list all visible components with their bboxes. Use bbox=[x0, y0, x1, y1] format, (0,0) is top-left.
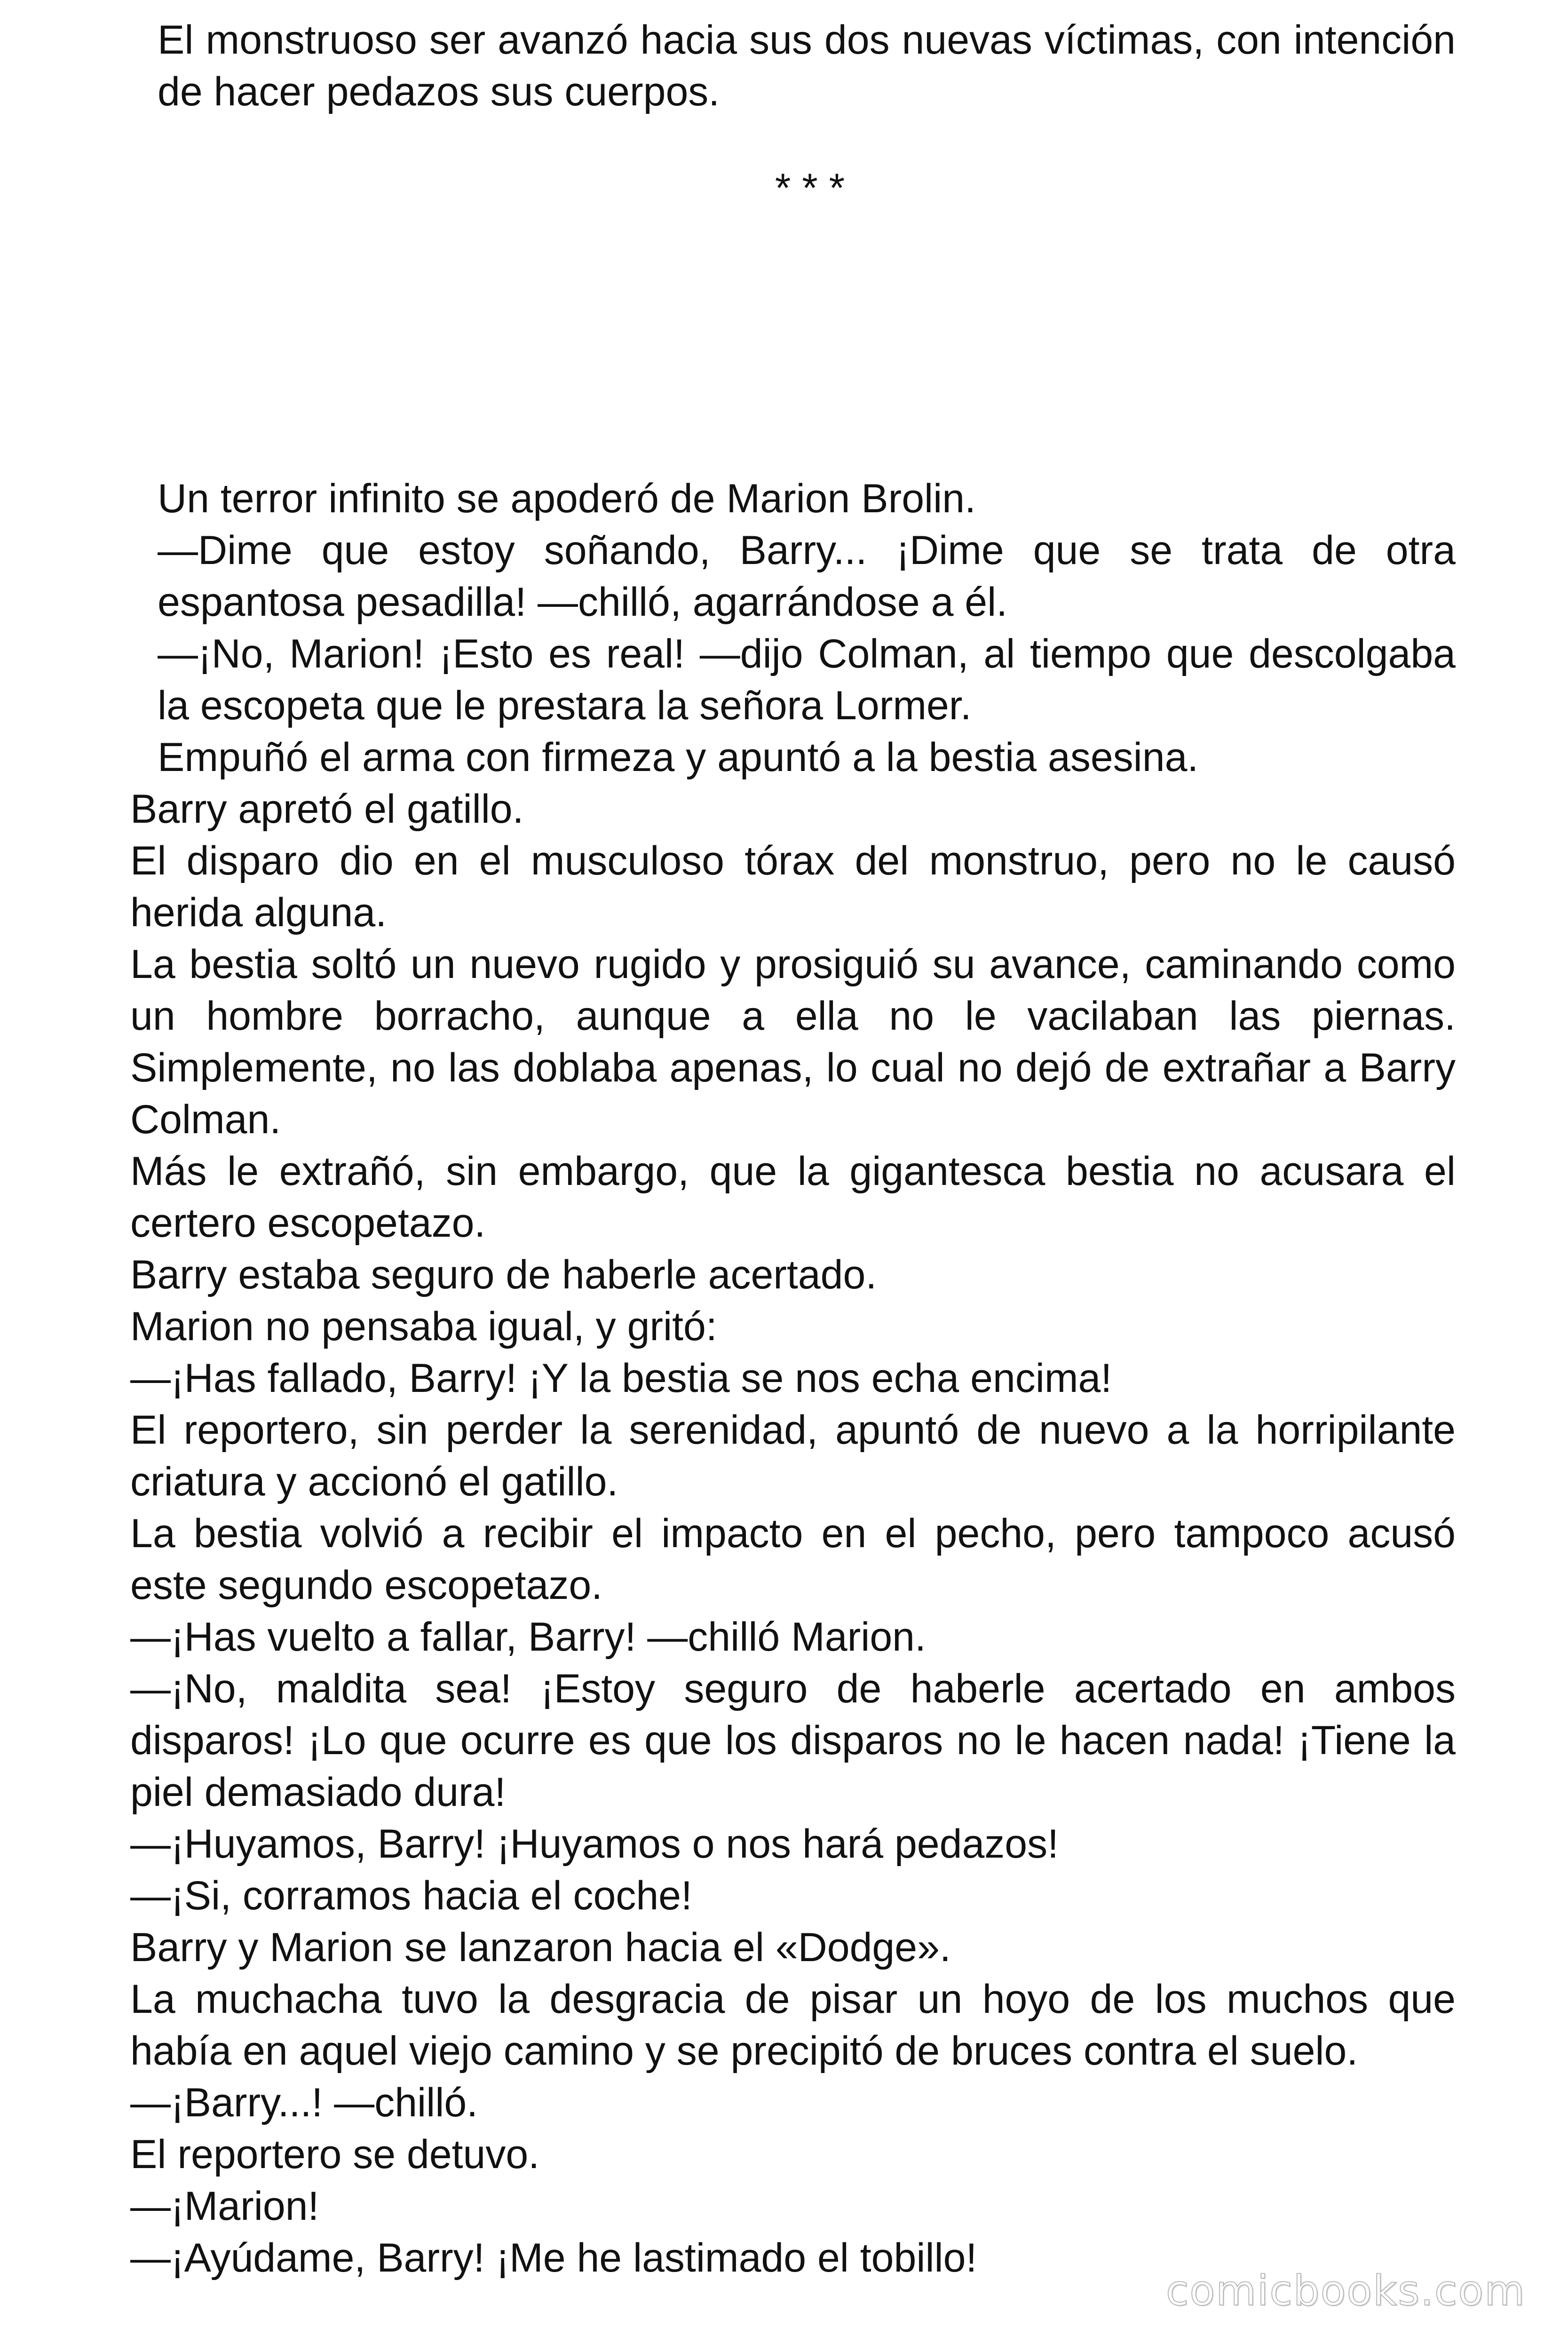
paragraph: Empuñó el arma con firmeza y apuntó a la bestia asesina. bbox=[158, 735, 1199, 780]
paragraph: Marion no pensaba igual, y gritó: bbox=[130, 1304, 717, 1349]
paragraph: —¡No, maldita sea! ¡Estoy seguro de haberle acertado en ambos disparos! ¡Lo que ocurre es que los disparos no le hacen nada! ¡Tiene la piel demasiado dura! bbox=[130, 1666, 1456, 1815]
paragraph: —¡Si, corramos hacia el coche! bbox=[130, 1873, 692, 1918]
paragraph: —¡Has fallado, Barry! ¡Y la bestia se nos echa encima! bbox=[130, 1356, 1112, 1401]
paragraph: La muchacha tuvo la desgracia de pisar un hoyo de los muchos que había en aquel viejo camino y se precipitó de bruces contra el suelo. bbox=[130, 1977, 1456, 2074]
paragraph: —¡Barry...! —chilló. bbox=[130, 2080, 478, 2125]
opening-paragraph-block bbox=[158, 14, 1456, 118]
paragraph: —¡Ayúdame, Barry! ¡Me he lastimado el tobillo! bbox=[130, 2235, 977, 2280]
paragraph: —¡No, Marion! ¡Esto es real! —dijo Colman, al tiempo que descolgaba la escopeta que le prestara la señora Lormer. bbox=[158, 631, 1456, 728]
paragraph: Barry y Marion se lanzaron hacia el «Dodge». bbox=[130, 1925, 951, 1970]
paragraph: La bestia soltó un nuevo rugido y prosiguió su avance, caminando como un hombre borracho, aunque a ella no le vacilaban las piernas. Simplemente, no las doblaba apenas, lo cual no dejó de extrañar a Barry Colman. bbox=[130, 942, 1456, 1142]
paragraph: Un terror infinito se apoderó de Marion Brolin. bbox=[158, 476, 976, 521]
paragraph: El reportero se detuvo. bbox=[130, 2132, 540, 2177]
paragraph: La bestia volvió a recibir el impacto en el pecho, pero tampoco acusó este segundo escopetazo. bbox=[130, 1511, 1456, 1608]
paragraph: Más le extrañó, sin embargo, que la gigantesca bestia no acusara el certero escopetazo. bbox=[130, 1149, 1456, 1246]
main-paragraph-block bbox=[130, 783, 1456, 2284]
paragraph: Barry apretó el gatillo. bbox=[130, 787, 524, 832]
indented-paragraph-block bbox=[158, 473, 1456, 783]
paragraph: Barry estaba seguro de haberle acertado. bbox=[130, 1252, 877, 1297]
paragraph: El reportero, sin perder la serenidad, apuntó de nuevo a la horripilante criatura y accionó el gatillo. bbox=[130, 1407, 1456, 1504]
paragraph: —¡Marion! bbox=[130, 2184, 319, 2229]
paragraph: El monstruoso ser avanzó hacia sus dos nuevas víctimas, con intención de hacer pedazos sus cuerpos. bbox=[158, 17, 1456, 114]
paragraph: El disparo dio en el musculoso tórax del monstruo, pero no le causó herida alguna. bbox=[130, 838, 1456, 935]
paragraph: —Dime que estoy soñando, Barry... ¡Dime que se trata de otra espantosa pesadilla! —chilló, agarrándose a él. bbox=[158, 528, 1456, 625]
watermark-text: comicbooks.com bbox=[1165, 2266, 1526, 2315]
scene-separator: * * * bbox=[775, 166, 845, 211]
paragraph: —¡Has vuelto a fallar, Barry! —chilló Marion. bbox=[130, 1614, 926, 1660]
paragraph: —¡Huyamos, Barry! ¡Huyamos o nos hará pedazos! bbox=[130, 1821, 1059, 1867]
